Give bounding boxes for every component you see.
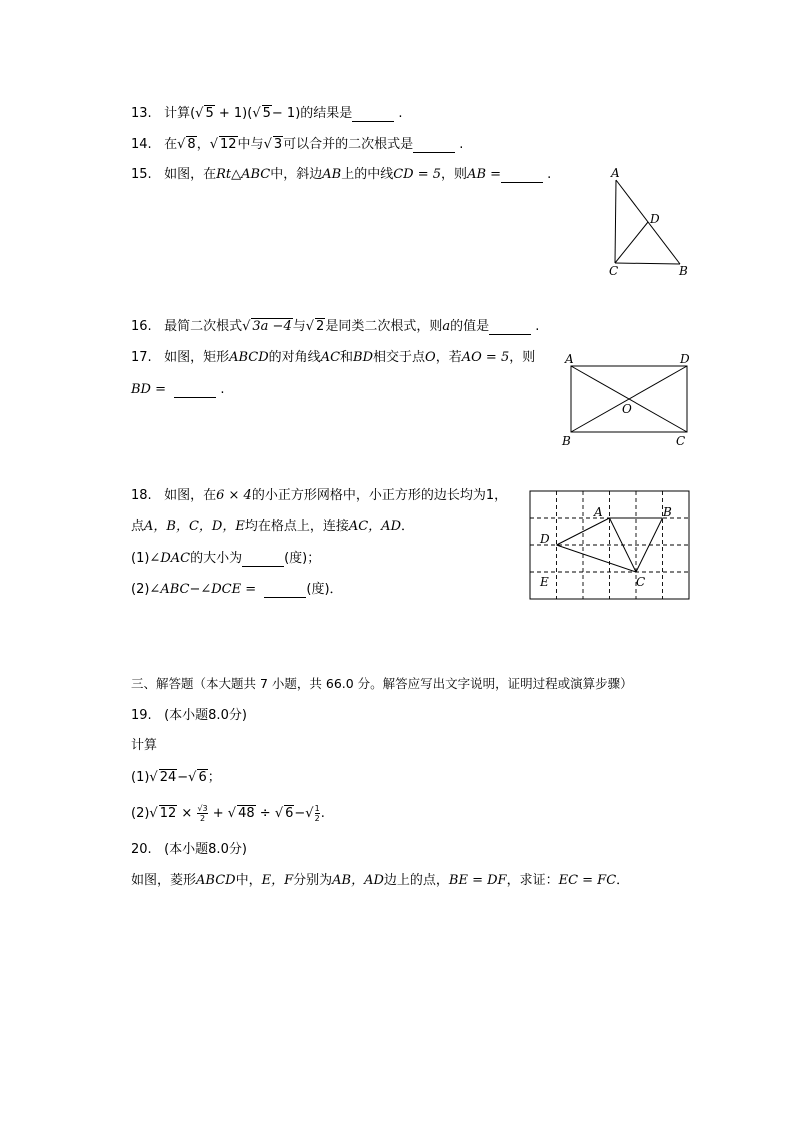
- answer-blank: [501, 170, 543, 183]
- label-c: C: [676, 434, 686, 448]
- question-18-part2: (2)∠ABC−∠DCE = (度)．: [131, 582, 343, 597]
- question-18-line2: 点A，B，C，D，E均在格点上，连接AC，AD．: [131, 519, 415, 534]
- label-d: D: [650, 212, 660, 226]
- question-19-part2: (2)√ 12 × $\frac{√3}{2}$ + √ 48 ÷ √ 6−√ $\frac{1}{2}$ .: [131, 804, 325, 823]
- fraction: $\frac{√3}{2}$: [197, 804, 208, 823]
- label-d: D: [680, 352, 690, 366]
- label-a: A: [565, 352, 574, 366]
- question-15: 15. 如图，在Rt△ABC中，斜边AB上的中线CD = 5，则AB = .: [131, 167, 552, 182]
- question-13: 13. 计算(√ 5 + 1)(√ 5− 1)的结果是 .: [131, 106, 403, 121]
- question-19-title: 计算: [131, 738, 158, 753]
- label-b: B: [663, 505, 672, 519]
- answer-blank: [242, 554, 284, 567]
- question-18-part1: (1)∠DAC的大小为 (度)；: [131, 551, 321, 566]
- label-d: D: [540, 532, 550, 546]
- q15-triangle-figure: [600, 165, 700, 280]
- question-17: 17. 如图，矩形ABCD的对角线AC和BD相交于点O，若AO = 5，则: [131, 350, 536, 365]
- label-c: C: [609, 264, 619, 278]
- question-14: 14. 在√ 8，√ 12中与√ 3可以合并的二次根式是 .: [131, 137, 464, 152]
- label-o: O: [622, 402, 632, 416]
- q18-grid-figure: [529, 490, 691, 602]
- question-20: 20. (本小题8.0分): [131, 842, 247, 857]
- question-17-line2: BD = .: [131, 382, 225, 397]
- label-b: B: [679, 264, 688, 278]
- answer-blank: [489, 322, 531, 335]
- question-20-text: 如图，菱形ABCD中，E，F分别为AB，AD边上的点，BE = DF，求证：EC = FC．: [131, 873, 630, 888]
- label-b: B: [562, 434, 571, 448]
- question-16: 16. 最简二次根式√ 3a −4与√ 2是同类二次根式，则a的值是 .: [131, 319, 540, 334]
- question-19-part1: (1)√ 24−√ 6；: [131, 770, 221, 785]
- section-heading: 三、解答题（本大题共 7 小题，共 66.0 分。解答应写出文字说明，证明过程或演算步骤）: [131, 676, 633, 691]
- answer-blank: [413, 140, 455, 153]
- answer-blank: [352, 109, 394, 122]
- label-a: A: [611, 166, 620, 180]
- answer-blank: [174, 385, 216, 398]
- label-e: E: [540, 575, 549, 589]
- fraction: $\frac{1}{2}$: [314, 804, 320, 823]
- label-a: A: [594, 505, 603, 519]
- label-c: C: [636, 575, 646, 589]
- question-19: 19. (本小题8.0分): [131, 708, 247, 723]
- q17-rectangle-figure: [560, 350, 700, 450]
- answer-blank: [264, 585, 306, 598]
- question-18: 18. 如图，在6 × 4的小正方形网格中，小正方形的边长均为1，: [131, 488, 508, 503]
